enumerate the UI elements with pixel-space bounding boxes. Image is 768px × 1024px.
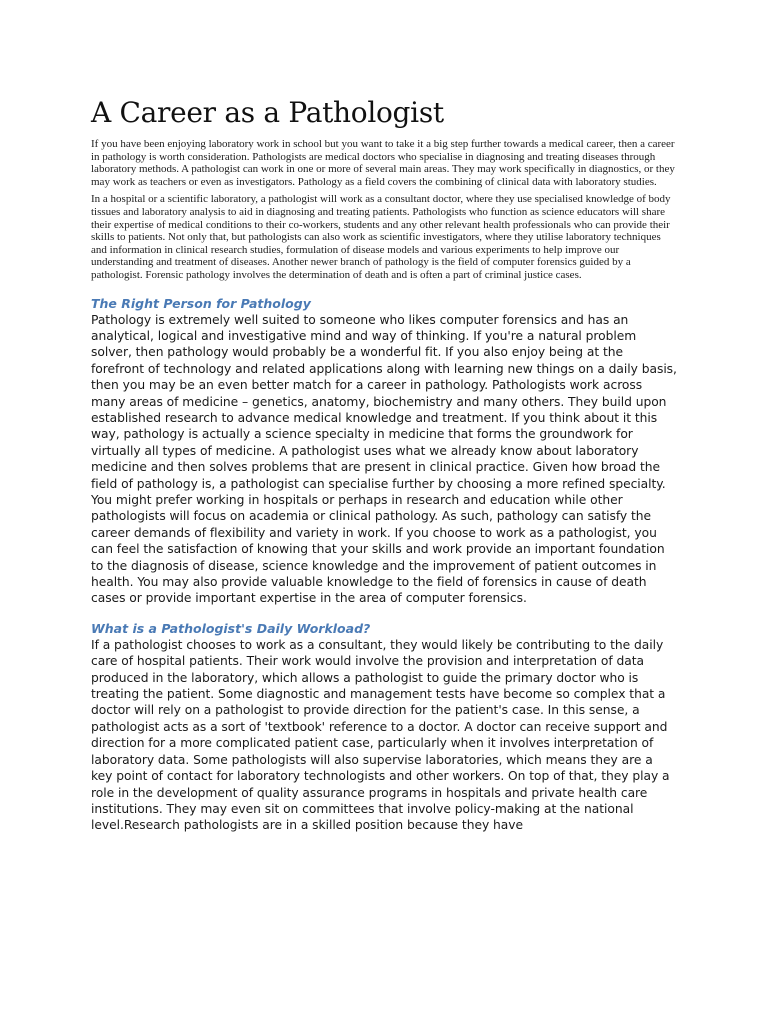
section-body-right-person: Pathology is extremely well suited to someone who likes computer forensics and has an analytical, logical and investigative mind and way of thinking. If you're a natural problem solver, then pathology would probably be a wonderful fit. If you also enjoy being at the forefront of technology and related applications along with learning new things on a daily basis, then you may be an even better match for a career in pathology. Pathologists work across many areas of medicine – genetics, anatomy, biochemistry and many others. They build upon established research to advance medical knowledge and treatment. If you think about it this way, pathology is actually a science specialty in medicine that forms the groundwork for virtually all types of medicine. A pathologist uses what we already know about laboratory medicine and then solves problems that are present in clinical practice. Given how broad the field of pathology is, a pathologist can specialise further by choosing a more refined specialty. You might prefer working in hospitals or perhaps in research and education while other pathologists will focus on academia or clinical pathology. As such, pathology can satisfy the career demands of flexibility and variety in work. If you choose to work as a pathologist, you can feel the satisfaction of knowing that your skills and work provide an important foundation to the diagnosis of disease, science knowledge and the improvement of patient outcomes in health. You may also provide valuable knowledge to the field of forensics in cause of death cases or provide important expertise in the area of computer forensics.: [91, 312, 677, 606]
section-heading-daily-workload: What is a Pathologist's Daily Workload?: [91, 620, 371, 636]
page-title: A Career as a Pathologist: [91, 96, 444, 129]
section-body-daily-workload: If a pathologist chooses to work as a consultant, they would likely be contributing to the daily care of hospital patients. Their work would involve the provision and interpretation of data produced in the laboratory, which allows a pathologist to guide the primary doctor who is treating the patient. Some diagnostic and management tests have become so complex that a doctor will rely on a pathologist to provide direction for the patient's case. In this sense, a pathologist acts as a sort of 'textbook' reference to a doctor. A doctor can receive support and direction for a more complicated patient case, particularly when it involves interpretation of laboratory data. Some pathologists will also supervise laboratories, which means they are a key point of contact for laboratory technologists and other workers. On top of that, they play a role in the development of quality assurance programs in hospitals and private health care institutions. They may even sit on committees that involve policy-making at the national level.Research pathologists are in a skilled position because they have: [91, 637, 670, 833]
document-page: [91, 96, 677, 840]
intro-paragraph-1: If you have been enjoying laboratory work in school but you want to take it a big step further towards a medical career, then a career in pathology is worth consideration. Pathologists are medical doctors who specialise in diagnosing and treating diseases through laboratory methods. A pathologist can work in one or more of several main areas. They may work specifically in diagnostics, or they may work as teachers or even as investigators. Pathology as a field covers the combining of clinical data with laboratory studies.: [91, 138, 675, 188]
section-heading-right-person: The Right Person for Pathology: [91, 295, 311, 311]
intro-paragraph-2: In a hospital or a scientific laboratory, a pathologist will work as a consultant doctor, where they use specialised knowledge of body tissues and laboratory analysis to aid in diagnosing and treating patients. Pathologists who function as science educators will share their expertise of medical conditions to their co-workers, students and any other relevant health professionals who can provide their skills to patients. Not only that, but pathologists can also work as scientific investigators, where they utilise laboratory techniques and information in clinical research studies, formulation of disease models and various experiments to help improve our understanding and treatment of diseases. Another newer branch of pathology is the field of computer forensics guided by a pathologist. Forensic pathology involves the determination of death and is often a part of criminal justice cases.: [91, 193, 671, 281]
